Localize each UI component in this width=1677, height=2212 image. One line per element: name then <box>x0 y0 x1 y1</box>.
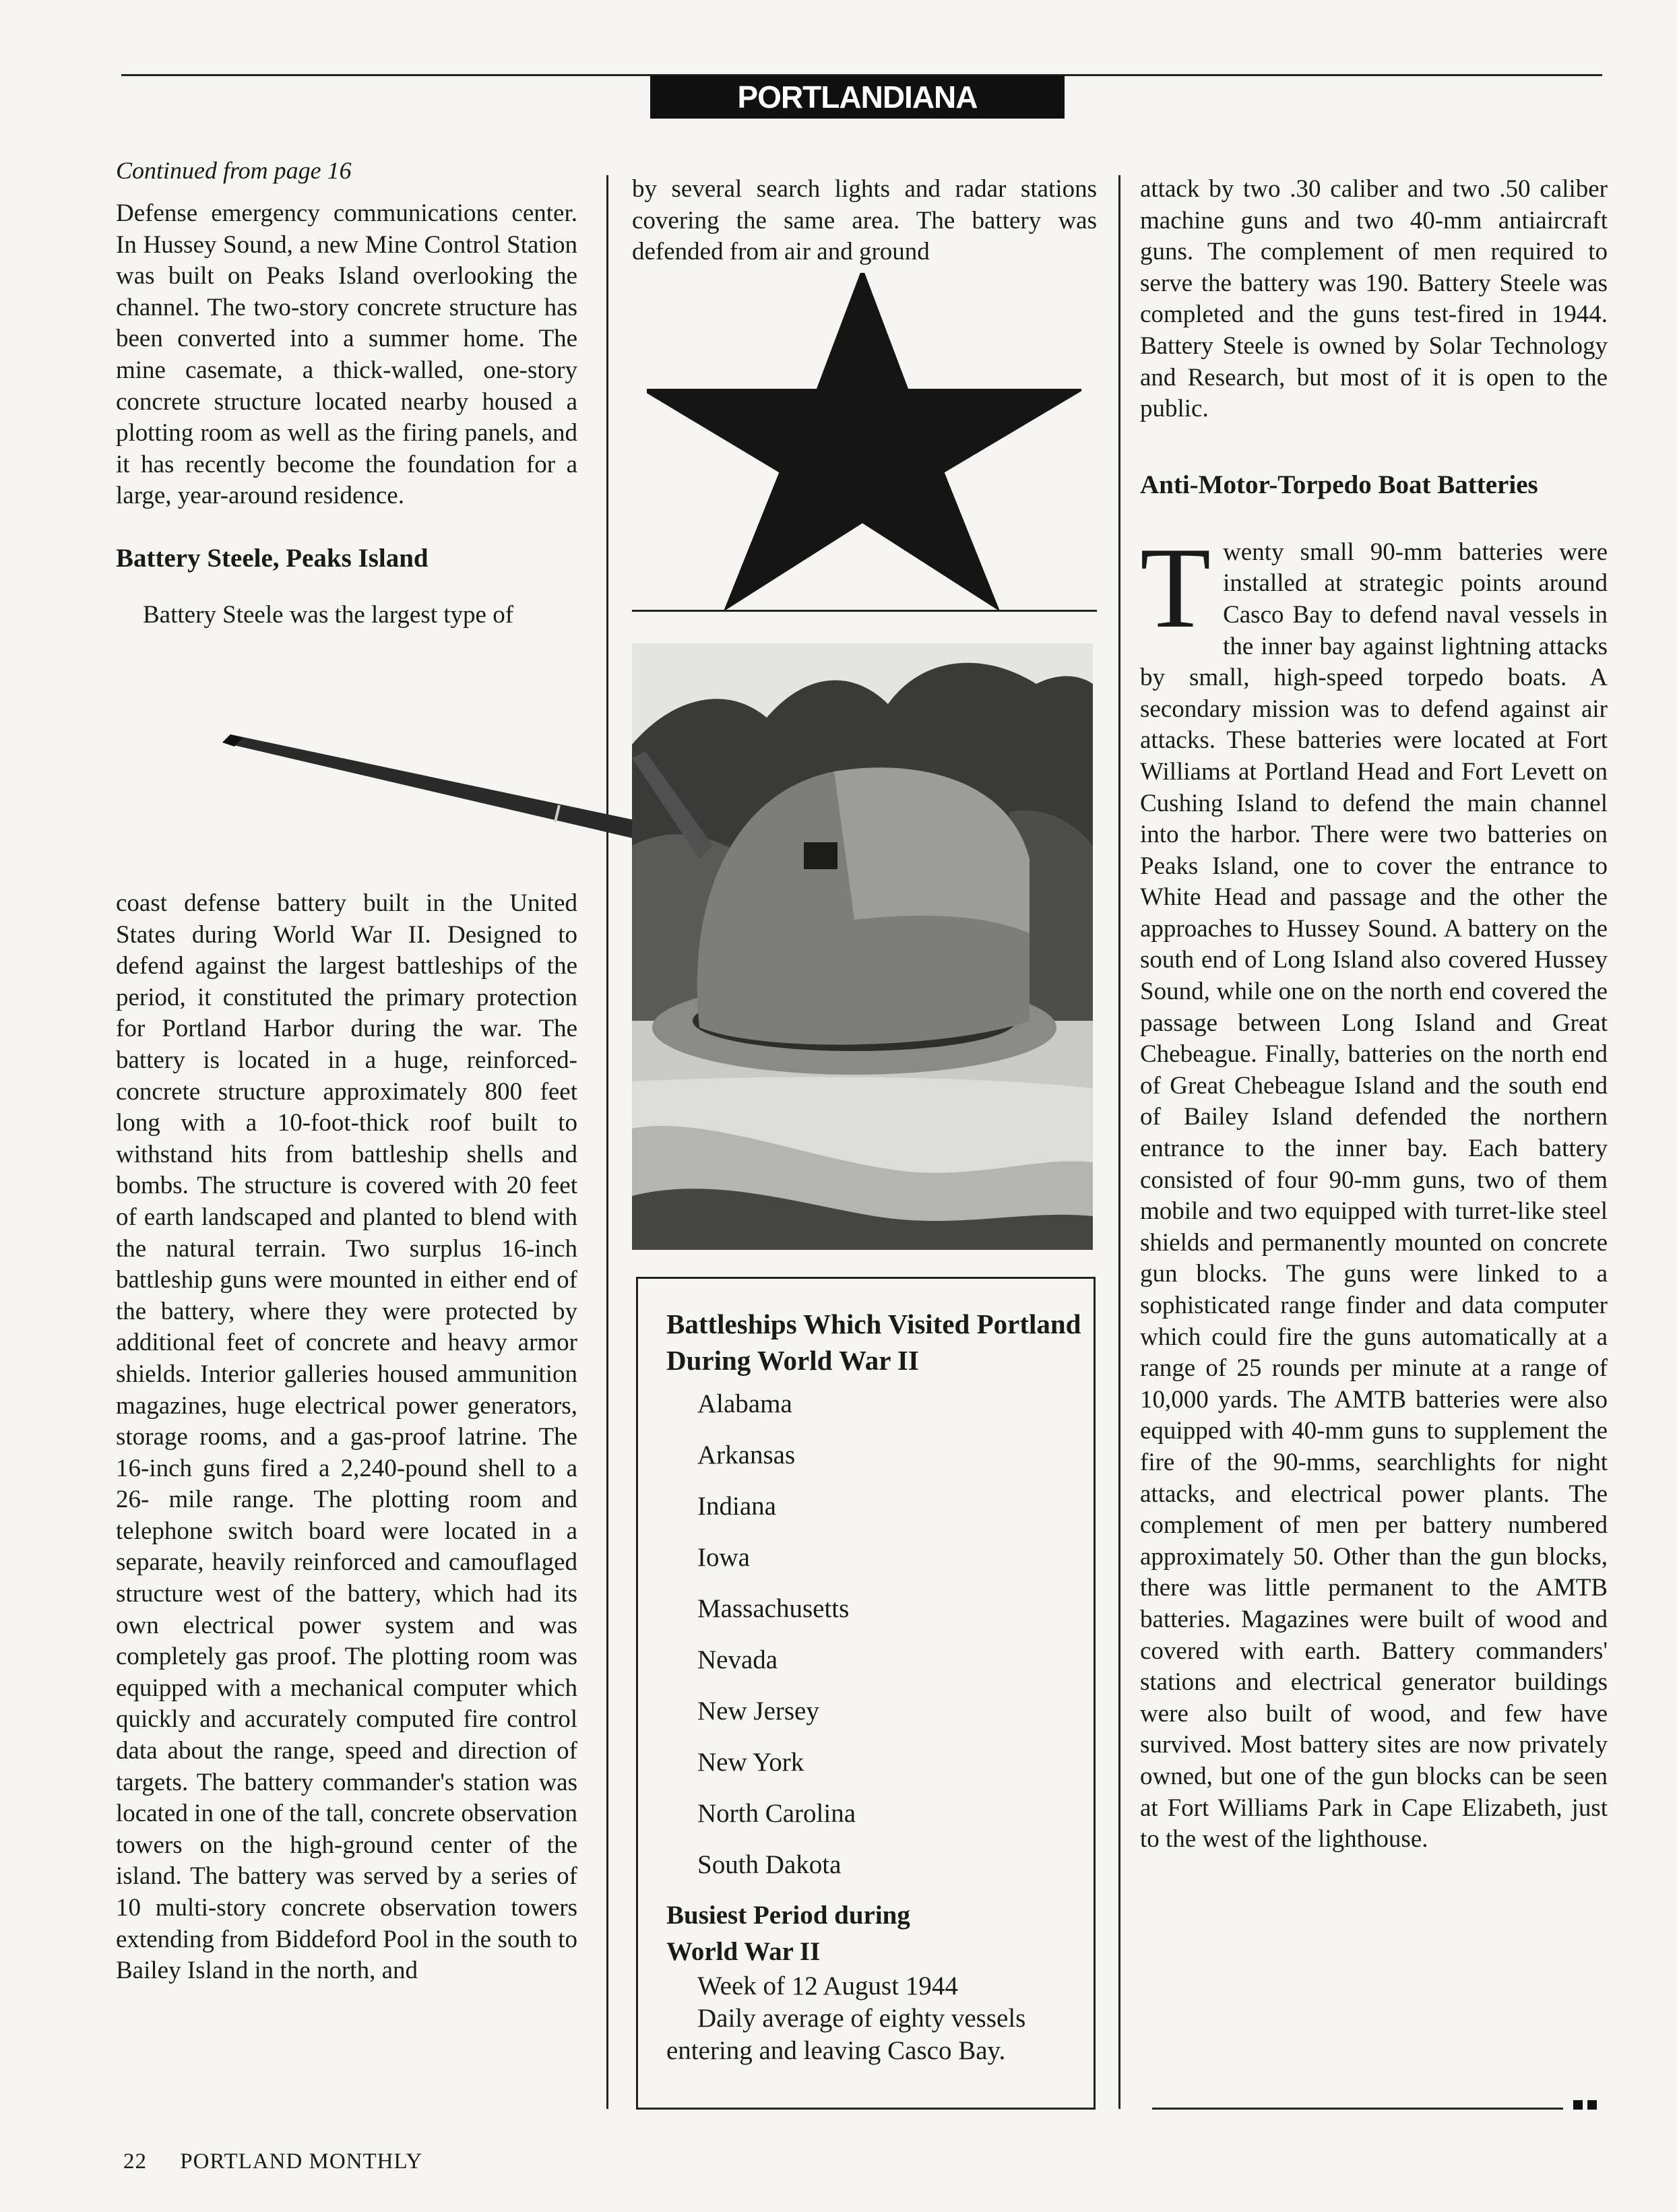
list-item: Iowa <box>697 1543 750 1572</box>
end-mark <box>1587 2100 1597 2110</box>
drop-cap: T <box>1140 524 1211 652</box>
end-rule <box>1152 2108 1563 2110</box>
list-item: Indiana <box>697 1492 776 1521</box>
busiest-week: Week of 12 August 1944 <box>697 1971 958 2000</box>
gun-turret-photo <box>632 643 1093 1250</box>
list-item: New York <box>697 1748 804 1777</box>
busiest-average: Daily average of eighty vessels entering and leaving Casco Bay. <box>666 2004 1026 2065</box>
paragraph-battery-steele-start: Battery Steele was the largest type of <box>143 600 514 629</box>
paragraph-battery-defense: attack by two .30 caliber and two .50 caliber machine guns and two 40-mm antiaircraft guns. The complement of men required to serve the battery was 190. Battery Steele was completed and the guns test-fired in 1944. Battery Steele is owned by Solar Technology and Research, but most of it is open to the public. <box>1140 175 1608 423</box>
list-item: Arkansas <box>697 1441 796 1470</box>
list-item: North Carolina <box>697 1799 856 1828</box>
list-item: South Dakota <box>697 1850 842 1879</box>
page-footer <box>123 2149 422 2174</box>
list-item: Alabama <box>697 1389 792 1418</box>
list-item: Massachusetts <box>697 1594 850 1623</box>
battleship-list <box>697 1379 1094 1891</box>
star-illustration <box>647 273 1081 610</box>
paragraph-amtb: wenty small 90-mm batteries were installed at strategic points around Casco Bay to defend naval vessels in the inner bay against lightning attacks by small, high-speed torpedo boats. A secondary mission was to defend against air attacks. These batteries were located at Fort Williams at Portland Head and Fort Levett on Cushing Island to defend the main channel into the harbor. There were two batteries on Peaks Island, one to cover the entrance to White Head and passage and the other the approaches to Hussey Sound. A battery on the south end of Long Island also covered Hussey Sound, while one on the north end covered the passage between Long Island and Great Chebeague. Finally, batteries on the north end of Great Chebeague Island and the south end of Bailey Island defended the northern entrance to the inner bay. Each battery consisted of four 90-mm guns, two of them mobile and two equipped with turret-like steel shields and permanently mounted on concrete gun blocks. The guns were linked to a sophisticated range finder and data computer which could fire the guns automatically at a range of 25 rounds per minute at a range of 10,000 yards. The AMTB batteries were also equipped with 40-mm guns to supplement the fire of the 90-mms, searchlights for night attacks, and electrical power plants. The complement of men per battery numbered approximately 50. Other than the gun blocks, there was little permanent to the AMTB batteries. Magazines were built of wood and covered with earth. Battery commanders' stations and electrical generator buildings were also built of wood, and few have survived. Most battery sites are now privately owned, but one of the gun blocks can be seen at Fort Williams Park in Cape Elizabeth, just to the west of the lighthouse. <box>1140 538 1608 1854</box>
column-divider-right <box>1118 175 1120 2109</box>
column-3 <box>1140 174 1608 1856</box>
column-1-top <box>116 156 577 631</box>
end-mark <box>1573 2100 1583 2110</box>
battleships-sidebar <box>636 1277 1096 2110</box>
column-1-bottom <box>116 888 577 1987</box>
list-item: Nevada <box>697 1645 778 1674</box>
heading-amtb-batteries: Anti-Motor-Torpedo Boat Batteries <box>1140 470 1538 499</box>
busiest-period-heading: Busiest Period during World War II <box>666 1901 910 1966</box>
paragraph-mine-station: Defense emergency communications center. In Hussey Sound, a new Mine Control Station was built on Peaks Island overlooking the channel. The two-story concrete structure has been converted into a summer home. The mine casemate, a thick-walled, one-story concrete structure located nearby housed a plotting room as well as the firing panels, and it has recently become the foundation for a large, year-around residence. <box>116 199 577 510</box>
column-2 <box>632 174 1097 268</box>
paragraph-battery-steele-continued: coast defense battery built in the United States during World War II. Designed to defend against the largest battleships of the period, it constituted the primary protection for Portland Harbor during the war. The battery is located in a huge, reinforced-concrete structure approximately 800 feet long with a 10-foot-thick roof built to withstand hits from battleship shells and bombs. The structure is covered with 20 feet of earth landscaped and planted to blend with the natural terrain. Two surplus 16-inch battleship guns were mounted in either end of the battery, where they were protected by additional feet of concrete and heavy armor shields. Interior galleries housed ammunition magazines, huge electrical power generators, storage rooms, and a gas-proof latrine. The 16-inch guns fired a 2,240-pound shell to a 26- mile range. The plotting room and telephone switch board were located in a separate, heavily reinforced and camouflaged structure west of the battery, which had its own electrical power system and was completely gas proof. The plotting room was equipped with a mechanical computer which quickly and accurately computed fire control data about the range, speed and direction of targets. The battery commander's station was located in one of the tall, concrete observation towers on the high-ground center of the island. The battery was served by a series of 10 multi-story concrete observation towers extending from Biddeford Pool in the south to Bailey Island in the north, and <box>116 889 577 1985</box>
page-number: 22 <box>123 2149 147 2174</box>
star-divider <box>632 610 1097 612</box>
column-divider-left <box>606 175 608 2109</box>
heading-battery-steele: Battery Steele, Peaks Island <box>116 543 429 573</box>
continued-note: Continued from page 16 <box>116 157 352 184</box>
publication-name: PORTLAND MONTHLY <box>180 2149 423 2174</box>
section-banner: PORTLANDIANA <box>650 75 1065 119</box>
paragraph-search-lights: by several search lights and radar stations covering the same area. The battery was defended from air and ground <box>632 175 1097 266</box>
sidebar-title: Battleships Which Visited Portland During World War II <box>666 1308 1081 1376</box>
list-item: New Jersey <box>697 1697 819 1726</box>
amtb-body <box>1140 524 1608 1856</box>
